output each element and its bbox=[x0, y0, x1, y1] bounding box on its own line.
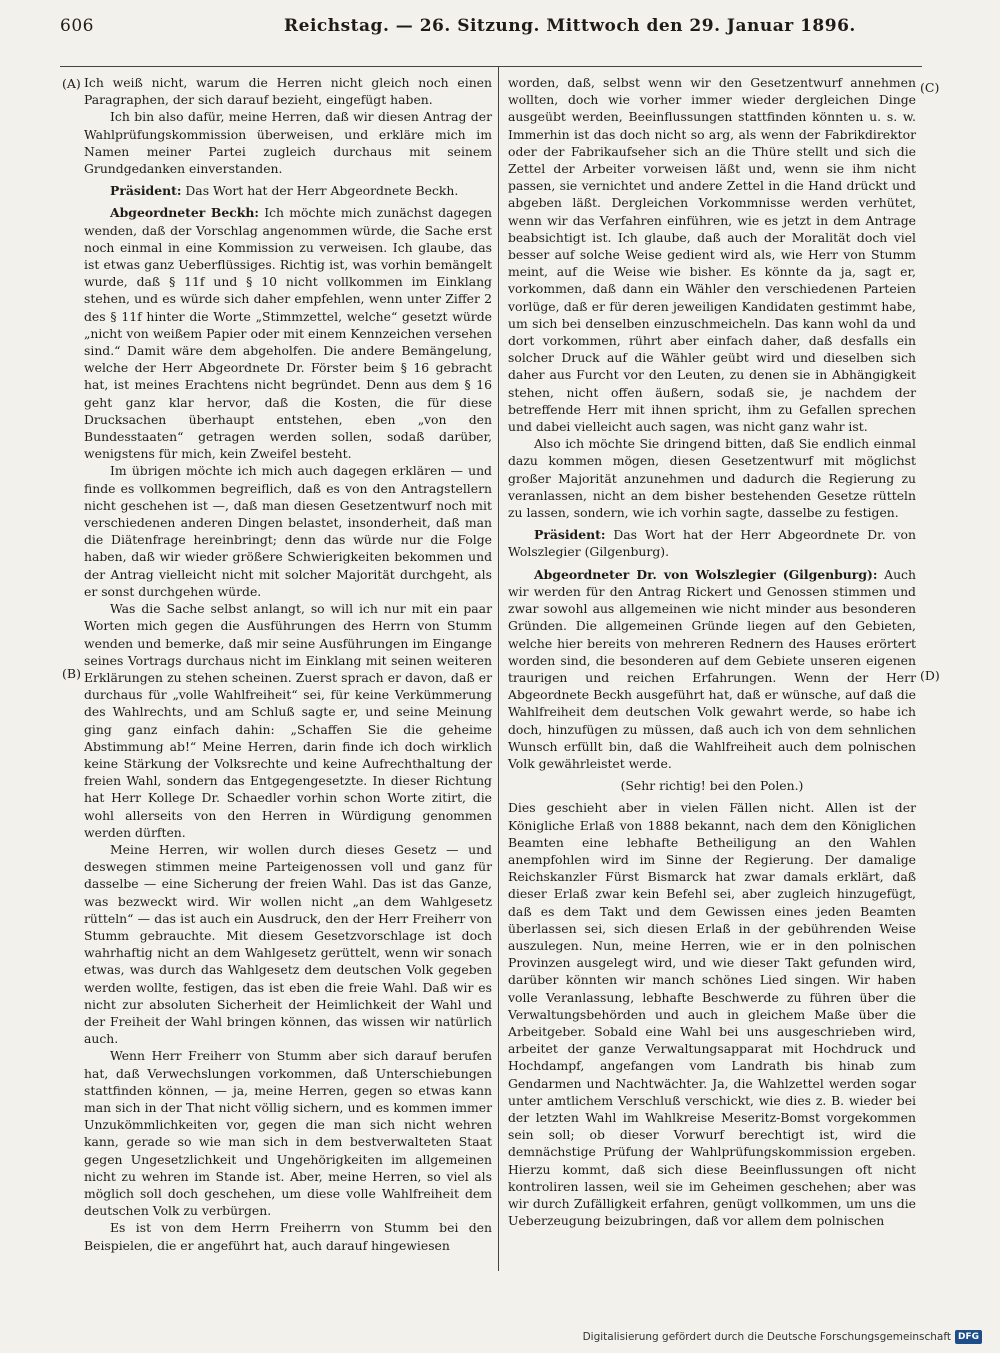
paragraph: Meine Herren, wir wollen durch dieses Gesetz — und deswegen stimmen meine Parteigenossen voll und ganz für dasselbe — eine Sicherung der freien Wahl. Das ist das Ganze, was bezweckt wird. Wir wollen nicht „an dem Wahlgesetz rütteln“ — das ist auch ein Ausdruck, den der Herr Freiherr von Stumm gebrauchte. Mit diesem Gesetzvorschlage ist doch wahrhaftig nicht an dem Wahlgesetz gerüttelt, wenn wir sonach etwas, was durch das Wahlgesetz dem deutschen Volk gegeben werden wollte, festigen, das ist eben die freie Wahl. Daß wir es nicht zur absoluten Sicherheit der Heimlichkeit der Wahl und der Freiheit der Wahl bringen können, das wissen wir natürlich auch. bbox=[84, 841, 492, 1047]
speaker-label: Präsident: bbox=[110, 183, 182, 199]
page-header bbox=[60, 12, 922, 42]
dfg-logo: DFG bbox=[955, 1330, 982, 1344]
paragraph: Dies geschieht aber in vielen Fällen nicht. Allen ist der Königliche Erlaß von 1888 bekannt, nach dem den Königlichen Beamten eine lebhafte Betheiligung an den Wahlen anempfohlen wird im Sinne der Regierung. Der damalige Reichskanzler Fürst Bismarck hat zwar damals erklärt, daß dieser Erlaß zwar kein Befehl sei, aber zugleich hinzugefügt, daß es dem Takt und dem Gewissen eines jeden Beamten überlassen sei, sich diesen Erlaß in der gebührenden Weise auszulegen. Nun, meine Herren, wie er in den polnischen Provinzen ausgelegt wird, und wie dieser Takt gefunden wird, darüber könnten wir manch schönes Lied singen. Wir haben volle Veranlassung, lebhafte Beschwerde zu führen über die Verwaltungsbehörden und auch in gleichem Maße über die Arbeitgeber. Sobald eine Wahl bei uns ausgeschrieben wird, arbeitet der ganze Verwaltungsapparat mit Hochdruck und Hochdampf, angefangen vom Landrath bis hinab zum Gendarmen und Nachtwächter. Ja, die Wahlzettel werden sogar unter amtlichem Verschluß verschickt, wie dies z. B. wieder bei der letzten Wahl im Wahlkreise Meseritz-Bomst vorgekommen sein soll; ob dieser Vorwurf berechtigt ist, wird die demnächstige Prüfung der Wahlprüfungskommission ergeben. Hierzu kommt, daß sich diese Beeinflussungen oft nicht kontroliren lassen, weil sie im Geheimen geschehen; aber was wir durch Zufälligkeit erfahren, genügt vollkommen, um uns die Ueberzeugung beizubringen, daß vor allem dem polnischen bbox=[508, 800, 916, 1229]
paragraph: Im übrigen möchte ich mich auch dagegen erklären — und finde es vollkommen begreiflich, daß es von den Antragstellern nicht geschehen ist —, daß man diesen Gesetzentwurf noch mit verschiedenen anderen Dingen belastet, insonderheit, daß man die Diätenfrage hereinbringt; denn das würde nur die Folge haben, daß wir wieder größere Schwierigkeiten bekommen und der Antrag vielleicht nicht mit solcher Majorität durchgeht, als er sonst durchgehen würde. bbox=[84, 463, 492, 599]
paragraph: Ich weiß nicht, warum die Herren nicht gleich noch einen Paragraphen, der sich darauf bezieht, eingefügt haben. bbox=[84, 75, 492, 108]
paragraph: Was die Sache selbst anlangt, so will ich nur mit ein paar Worten mich gegen die Ausführungen des Herrn von Stumm wenden und bemerke, daß mir seine Ausführungen im Eingange seines Vortrags durchaus nicht im Einklang mit seinen weiteren Erklärungen zu stehen scheinen. Zuerst sprach er davon, daß er durchaus für „volle Wahlfreiheit“ sei, für keine Verkümmerung des Wahlrechts, und am Schluß sagte er, und seine Meinung ging ganz einfach dahin: „Schaffen Sie die geheime Abstimmung ab!“ Meine Herren, darin finde ich doch wirklich keine Stärkung der Volksrechte und keine Aufrechthaltung der freien Wahl, sondern das Entgegengesetzte. In dieser Richtung hat Herr Kollege Dr. Schaedler vorhin schon Worte zitirt, die wohl allerseits von den Herren in Würdigung genommen werden dürften. bbox=[84, 601, 492, 840]
speaker-label: Präsident: bbox=[534, 527, 606, 543]
page-number: 606 bbox=[60, 16, 94, 36]
paragraph: Abgeordneter Dr. von Wolszlegier (Gilgenburg): Auch wir werden für den Antrag Rickert und Genossen stimmen und zwar sowohl aus allgemeinen wie nicht minder aus besonderen Gründen. Die allgemeinen Gründe liegen auf den Gebieten, welche hier bereits von mehreren Rednern des Hauses erörtert worden sind, die besonderen auf dem Gebiete unseren eigenen traurigen und reichen Erfahrungen. Wenn der Herr Abgeordnete Beckh ausgeführt hat, daß er wünsche, auf daß die Wahlfreiheit dem deutschen Volk gewahrt werde, so habe ich doch, hinzufügen zu müssen, daß auch ich von dem sehnlichen Wunsch erfüllt bin, daß die Wahlfreiheit auch dem polnischen Volk gewährleistet werde. bbox=[508, 566, 916, 771]
paragraph: Ich bin also dafür, meine Herren, daß wir diesen Antrag der Wahlprüfungskommission überweisen, und erkläre mich im Namen meiner Partei zugleich durchaus mit seinem Grundgedanken einverstanden. bbox=[84, 109, 492, 177]
interjection: (Sehr richtig! bei den Polen.) bbox=[620, 778, 804, 794]
speaker-label: Abgeordneter Dr. von Wolszlegier (Gilgenburg): bbox=[534, 566, 878, 582]
digitization-credit bbox=[583, 1328, 982, 1346]
paragraph: Also ich möchte Sie dringend bitten, daß Sie endlich einmal dazu kommen mögen, diesen Gesetzentwurf mit möglichst großer Majorität anzunehmen und dadurch die Regierung zu veranlassen, nicht an dem bisher bestehenden Gesetze rütteln zu lassen, sondern, wie ich vorhin sagte, dasselbe zu festigen. bbox=[508, 436, 916, 521]
column-divider bbox=[498, 66, 499, 1271]
paragraph: Es ist von dem Herrn Freiherrn von Stumm bei den Beispielen, die er angeführt hat, auch darauf hingewiesen bbox=[84, 1220, 492, 1253]
credit-text: Digitalisierung gefördert durch die Deutsche Forschungsgemeinschaft bbox=[582, 1331, 951, 1343]
right-column bbox=[508, 74, 916, 1229]
paragraph: worden, daß, selbst wenn wir den Gesetzentwurf annehmen wollten, doch wie vorher immer wieder dergleichen Dinge ausgeübt werden, Beeinflussungen stattfinden könnten u. s. w. Immerhin ist das doch nicht so arg, als wenn der Fabrikdirektor oder der Fabrikaufseher sich an die Thüre stellt und sich die Zettel der Arbeiter vorweisen läßt und, wenn sie ihm nicht passen, sie vernichtet und andere Zettel in die Hand drückt und abgeben läßt. Dergleichen Vorkommnisse werden verhütet, wenn wir das Verfahren einführen, wie es jetzt in dem Antrage beabsichtigt ist. Ich glaube, daß auch der Moralität doch viel besser auf solche Weise gedient wird als, wie Herr von Stumm meint, auf die Weise wie bisher. Es könnte da ja, sagt er, vorkommen, daß dann ein Wähler den verschiedenen Parteien vorlüge, daß er für deren jeweiligen Kandidaten gestimmt habe, um sich bei denselben einzuschmeicheln. Das kann wohl da und dort vorkommen, rührt aber einfach daher, daß desfalls ein solcher Druck auf die Wähler geübt wird und dieselben sich daher aus Furcht vor den Leuten, zu denen sie in Abhängigkeit stehen, nicht offen äußern, sodaß sie, je nachdem der betreffende Herr mit ihnen spricht, ihm zu Gefallen sprechen und dabei vielleicht auch sagen, was nicht ganz wahr ist. bbox=[508, 75, 916, 435]
header-rule bbox=[60, 66, 922, 67]
paragraph: Präsident: Das Wort hat der Herr Abgeordnete Dr. von Wolszlegier (Gilgenburg). bbox=[508, 527, 916, 560]
left-column bbox=[84, 74, 492, 1254]
speaker-label: Abgeordneter Beckh: bbox=[110, 205, 259, 221]
running-title: Reichstag. — 26. Sitzung. Mittwoch den 29. Januar 1896. bbox=[284, 16, 856, 36]
margin-marker-a: (A) bbox=[62, 76, 81, 91]
paragraph: Wenn Herr Freiherr von Stumm aber sich darauf berufen hat, daß Verwechslungen vorkommen, daß Unterschiebungen stattfinden können, — ja, meine Herren, gegen so etwas kann man sich in der That nicht völlig sichern, und es kommen immer Unzukömmlichkeiten vor, gegen die man sich nicht wehren kann, gerade so wie man sich in dem bestverwalteten Staat gegen Ungesetzlichkeit und Ungehörigkeiten im allgemeinen nicht zu wehren im Stande ist. Aber, meine Herren, so viel als möglich soll doch geschehen, um diese volle Wahlfreiheit dem deutschen Volk zu verbürgen. bbox=[84, 1048, 492, 1219]
paragraph: Abgeordneter Beckh: Ich möchte mich zunächst dagegen wenden, daß der Vorschlag angenommen würde, die Sache erst noch einmal in eine Kommission zu verweisen. Ich glaube, das ist etwas ganz Ueberflüssiges. Richtig ist, was vorhin bemängelt wurde, daß § 11f und § 10 nicht vollkommen im Einklang stehen, und es würde sich daher empfehlen, wenn unter Ziffer 2 des § 11f hinter die Worte „Stimmzettel, welche“ gesetzt würde „nicht von weißem Papier oder mit einem Kennzeichen versehen sind.“ Damit wäre dem abgeholfen. Die andere Bemängelung, welche der Herr Abgeordnete Dr. Förster beim § 16 gebracht hat, ist meines Erachtens nicht begründet. Denn aus dem § 16 geht ganz klar hervor, daß die Kosten, die für diese Drucksachen überhaupt entstehen, eben „von den Bundesstaaten“ getragen werden sollen, sodaß darüber, wenigstens für mich, kein Zweifel besteht. bbox=[84, 205, 492, 462]
margin-marker-b: (B) bbox=[62, 666, 81, 681]
margin-marker-d: (D) bbox=[920, 668, 940, 683]
paragraph: Präsident: Das Wort hat der Herr Abgeordnete Beckh. bbox=[110, 183, 459, 199]
margin-marker-c: (C) bbox=[920, 80, 940, 95]
